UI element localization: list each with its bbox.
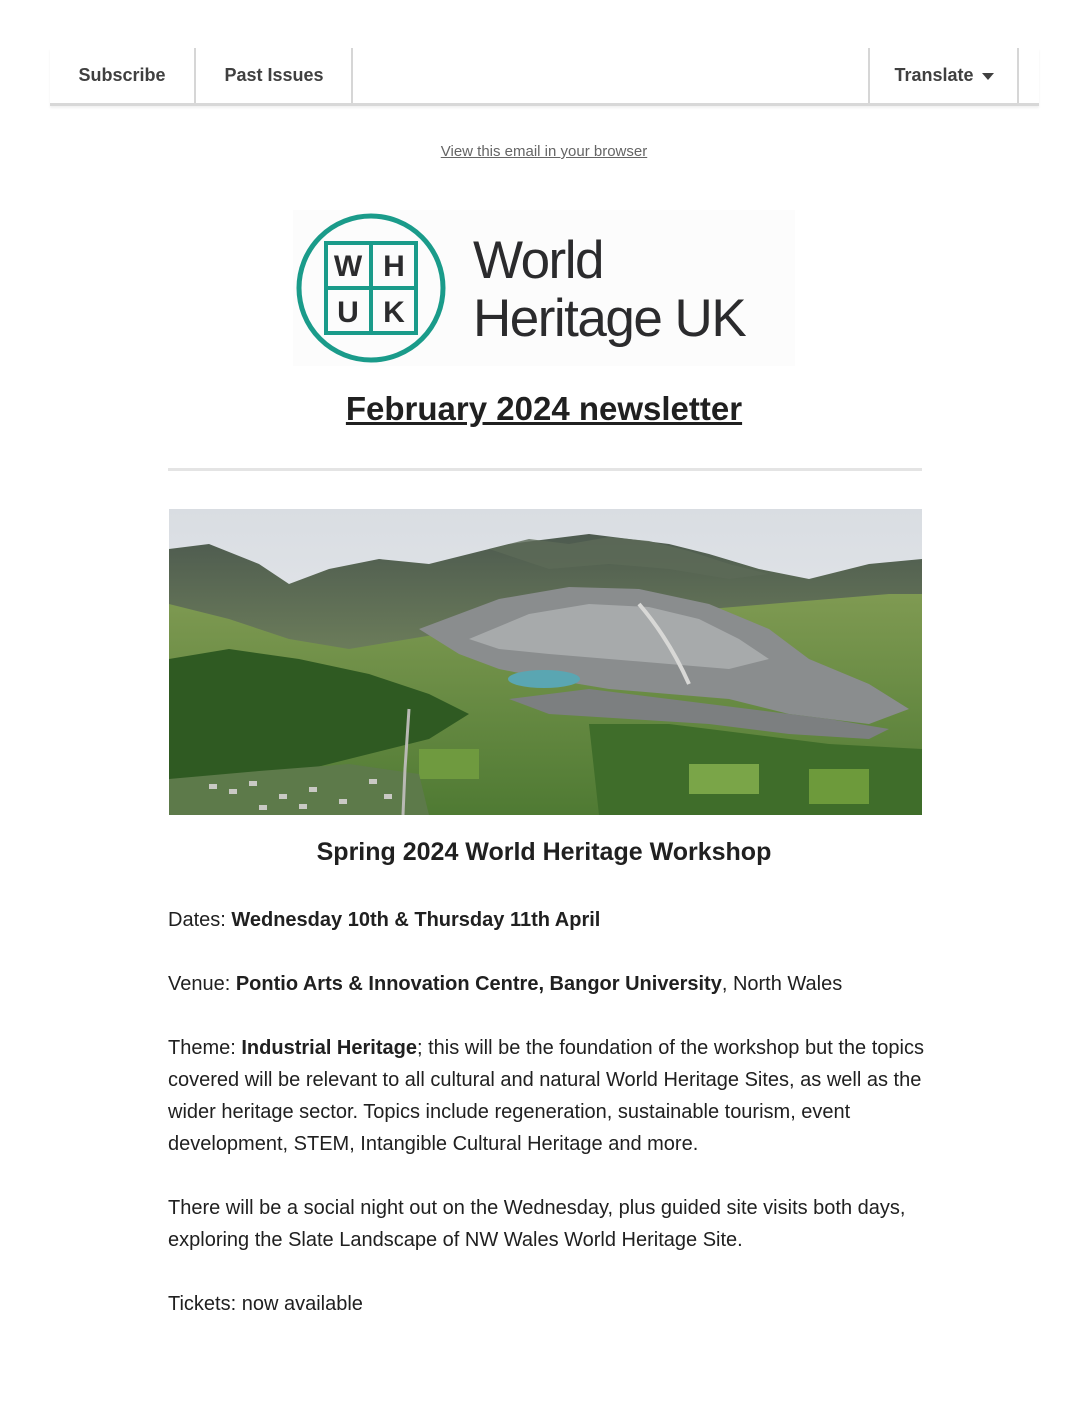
article-body bbox=[168, 904, 924, 1352]
caret-down-icon[interactable] bbox=[982, 73, 994, 80]
whuk-logo-mark-icon bbox=[293, 210, 451, 366]
logo-letter-h: H bbox=[383, 250, 405, 283]
article-title: Spring 2024 World Heritage Workshop bbox=[316, 838, 772, 866]
subscribe-link[interactable] bbox=[50, 48, 194, 103]
view-in-browser-link[interactable]: View this email in your browser bbox=[440, 143, 648, 160]
world-heritage-uk-logo bbox=[293, 210, 795, 366]
theme-label: Theme: bbox=[168, 1037, 242, 1059]
logo-line-2: Heritage UK bbox=[473, 289, 746, 348]
view-in-browser-row bbox=[0, 143, 1088, 160]
nav-divider bbox=[351, 48, 353, 103]
hero-landscape-image bbox=[169, 509, 922, 815]
logo-letter-k: K bbox=[383, 296, 405, 329]
logo-letter-u: U bbox=[337, 296, 359, 329]
venue-paragraph bbox=[168, 968, 924, 1000]
subscribe-label[interactable]: Subscribe bbox=[78, 65, 166, 85]
theme-text: ; this will be the foundation of the workshop but the topics covered will be relevant to all cultural and natural World Heritage Sites, as well as the wider heritage sector. Topics include regeneration, sustainable tourism, event development, STEM, Intangible Cultural Heritage and more. bbox=[168, 1037, 924, 1155]
nav-divider bbox=[1017, 48, 1019, 103]
dates-label: Dates: bbox=[168, 909, 232, 931]
top-nav-bar bbox=[50, 48, 1039, 106]
past-issues-label[interactable]: Past Issues bbox=[224, 65, 324, 85]
dates-paragraph bbox=[168, 904, 924, 936]
past-issues-link[interactable] bbox=[196, 48, 352, 103]
venue-value: Pontio Arts & Innovation Centre, Bangor University bbox=[235, 973, 722, 995]
venue-suffix: , North Wales bbox=[721, 973, 843, 995]
dates-value: Wednesday 10th & Thursday 11th April bbox=[231, 909, 601, 931]
theme-paragraph bbox=[168, 1032, 924, 1160]
divider-rule bbox=[168, 468, 922, 471]
tickets-paragraph: Tickets: now available bbox=[168, 1293, 363, 1315]
translate-label[interactable]: Translate bbox=[894, 65, 974, 85]
logo-wordmark bbox=[473, 232, 745, 348]
theme-value: Industrial Heritage bbox=[241, 1037, 417, 1059]
social-paragraph: There will be a social night out on the Wednesday, plus guided site visits both days, exploring the Slate Landscape of NW Wales World Heritage Site. bbox=[168, 1197, 906, 1251]
logo-line-1: World bbox=[473, 231, 603, 290]
landscape-photo-icon bbox=[169, 509, 922, 815]
translate-dropdown[interactable] bbox=[870, 48, 1018, 103]
venue-label: Venue: bbox=[168, 973, 236, 995]
newsletter-title[interactable]: February 2024 newsletter bbox=[345, 390, 743, 427]
logo-letter-w: W bbox=[333, 250, 363, 283]
